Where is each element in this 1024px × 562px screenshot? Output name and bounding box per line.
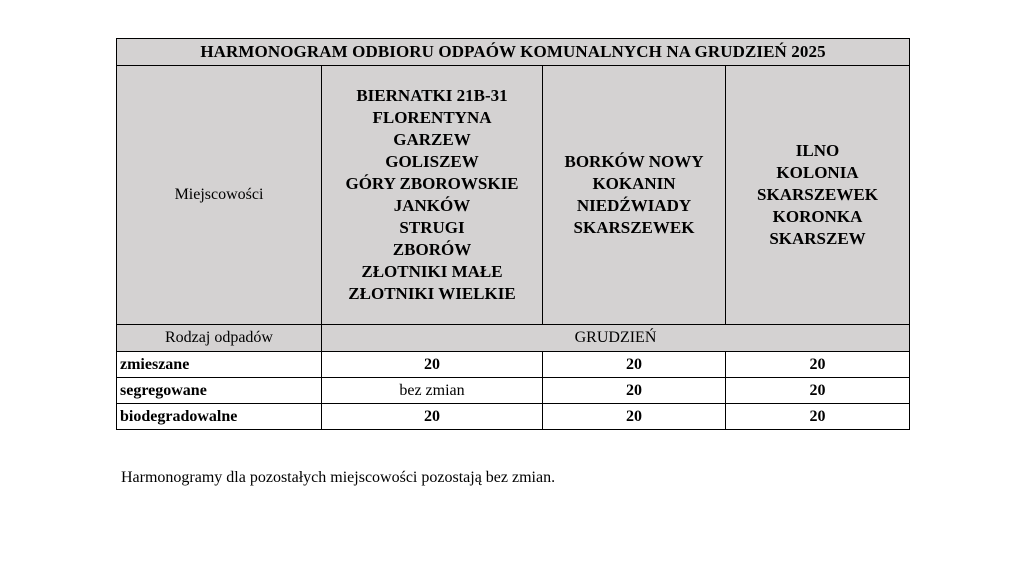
place-name: BORKÓW NOWY [564, 152, 704, 171]
place-name: KOKANIN [592, 174, 676, 193]
place-name: GÓRY ZBOROWSKIE [345, 174, 519, 193]
place-name: KORONKA [772, 207, 863, 226]
place-name: STRUGI [399, 218, 465, 237]
table-row [117, 378, 910, 404]
pickup-day: 20 [543, 352, 726, 378]
month-label: GRUDZIEŃ [322, 325, 910, 352]
place-name: ILNO [795, 141, 840, 160]
pickup-day: 20 [726, 404, 910, 430]
place-name: SKARSZEWEK [757, 185, 878, 204]
schedule-table [116, 38, 910, 430]
place-name: KOLONIA [776, 163, 859, 182]
waste-type-segregated: segregowane [117, 378, 322, 404]
footer-note: Harmonogramy dla pozostałych miejscowości pozostają bez zmian. [121, 469, 556, 486]
places-label: Miejscowości [117, 66, 322, 325]
waste-type-mixed: zmieszane [117, 352, 322, 378]
place-name: NIEDŹWIADY [576, 196, 692, 215]
place-name: ZŁOTNIKI WIELKIE [348, 284, 516, 303]
table-row [117, 352, 910, 378]
places-column-3 [726, 66, 910, 325]
place-name: JANKÓW [393, 196, 471, 215]
waste-type-label: Rodzaj odpadów [117, 325, 322, 352]
place-name: SKARSZEW [769, 229, 866, 248]
table-row [117, 404, 910, 430]
table-title: HARMONOGRAM ODBIORU ODPAÓW KOMUNALNYCH NA GRUDZIEŃ 2025 [117, 39, 910, 66]
pickup-day: bez zmian [322, 378, 543, 404]
place-name: FLORENTYNA [372, 108, 492, 127]
pickup-day: 20 [322, 352, 543, 378]
place-name: GARZEW [393, 130, 471, 149]
pickup-day: 20 [322, 404, 543, 430]
place-name: SKARSZEWEK [573, 218, 695, 237]
pickup-day: 20 [543, 404, 726, 430]
places-column-1 [322, 66, 543, 325]
place-name: BIERNATKI 21B-31 [356, 86, 508, 105]
waste-type-biodegradable: biodegradowalne [117, 404, 322, 430]
place-name: ZŁOTNIKI MAŁE [361, 262, 503, 281]
place-name: GOLISZEW [385, 152, 479, 171]
places-column-2 [543, 66, 726, 325]
place-name: ZBORÓW [392, 240, 472, 259]
pickup-day: 20 [543, 378, 726, 404]
pickup-day: 20 [726, 352, 910, 378]
pickup-day: 20 [726, 378, 910, 404]
